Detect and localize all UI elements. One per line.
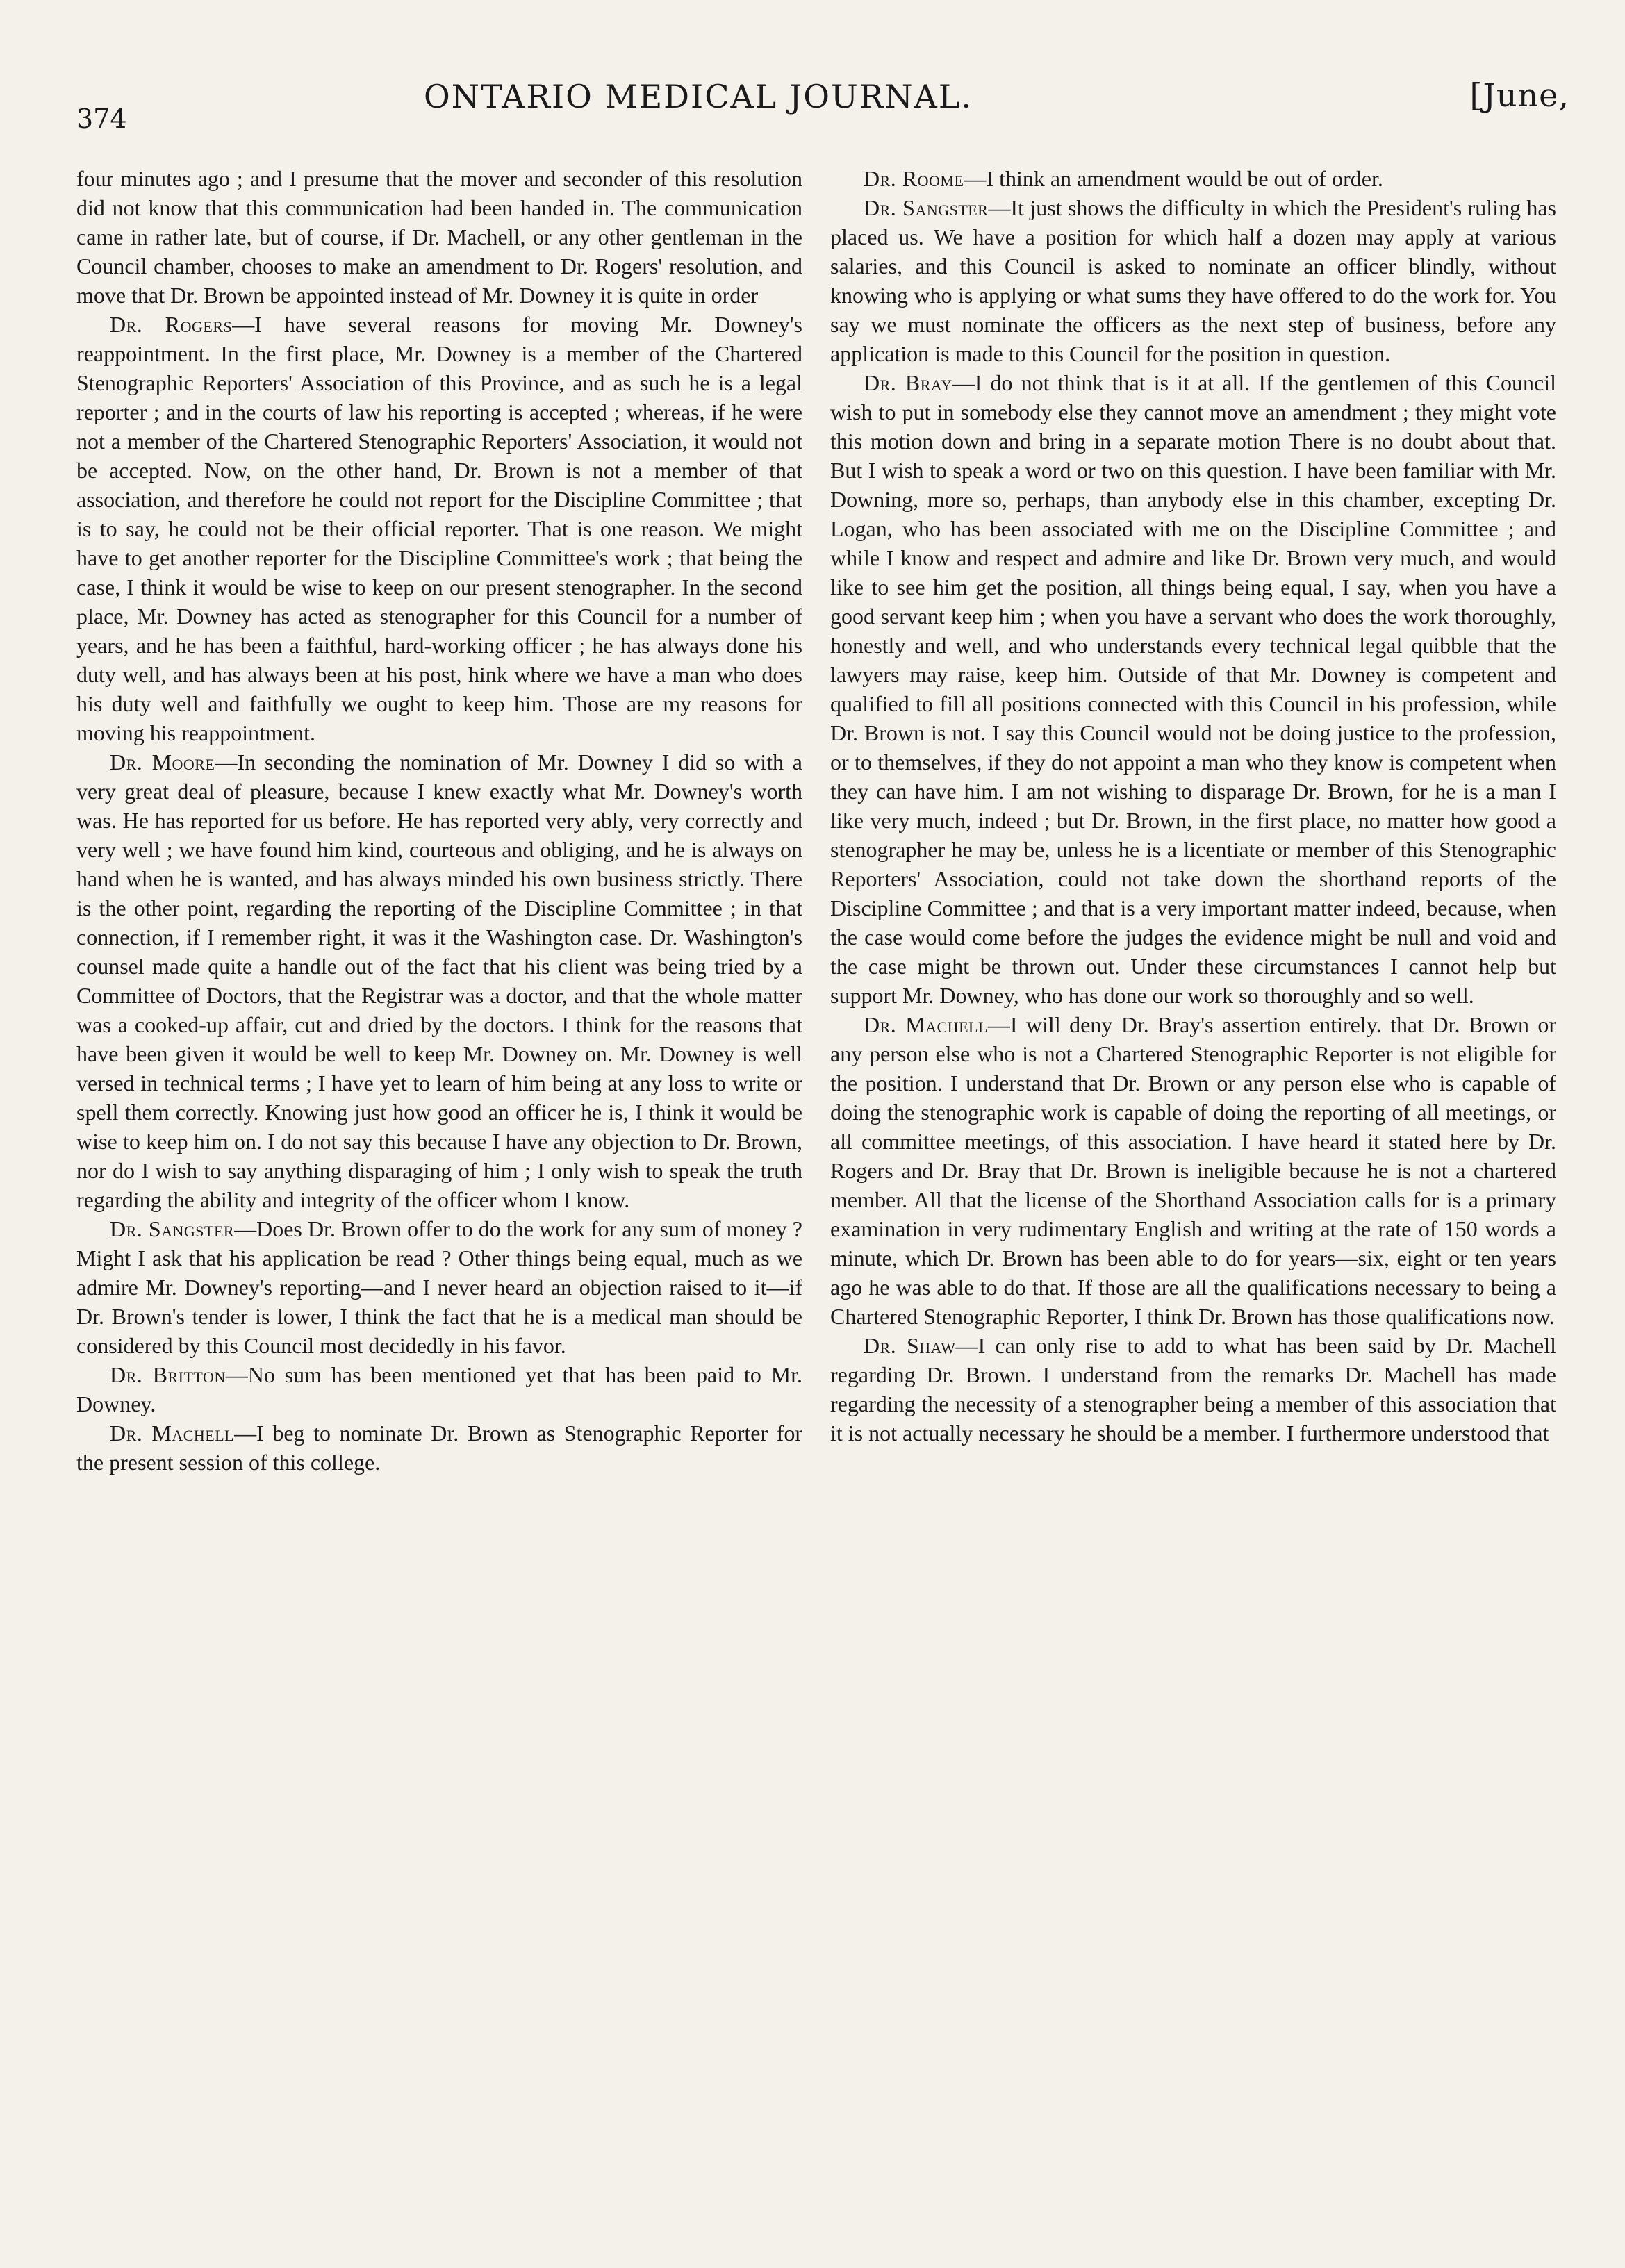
paragraph-text: —I will deny Dr. Bray's assertion entirely. that Dr. Brown or any person else who is not a Chartered Stenographic Reporter is not eligible for the position. I understand that Dr. Brown or any person else who is capable of doing the stenographic work is capable of doing the reporting of all meetings, or all committee meetings, of this association. I have heard it stated here by Dr. Rogers and Dr. Bray that Dr. Brown is ineligible because he is not a chartered member. All that the license of the Shorthand Association calls for is a primary examination in very rudimentary English and writing at the rate of 150 words a minute, which Dr. Brown has been able to do for years—six, eight or ten years ago he was able to do that. If those are all the qualifications necessary to being a Chartered Stenographic Reporter, I think Dr. Brown has those qualifications now. [830, 1012, 1556, 1329]
speaker-name: Dr. Shaw [864, 1333, 956, 1358]
speaker-name: Dr. Sangster [110, 1216, 235, 1241]
paragraph-text: —I think an amendment would be out of order. [964, 166, 1383, 191]
paragraph-text: —Does Dr. Brown offer to do the work for any sum of money ? Might I ask that his application be read ? Other things being equal, much as we admire Mr. Downey's reporting—and I never heard an objection raised to it—if Dr. Brown's tender is lower, I think the fact that he is a medical man should be considered by this Council most decidedly in his favor. [76, 1216, 802, 1358]
speaker-name: Dr. Bray [864, 370, 952, 395]
speaker-name: Dr. Roome [864, 166, 964, 191]
paragraph-text: —In seconding the nomination of Mr. Downey I did so with a very great deal of pleasure, because I knew exactly what Mr. Downey's worth was. He has reported for us before. He has reported very ably, very correctly and very well ; we have found him kind, courteous and obliging, and he is always on hand when he is wanted, and has always minded his own business strictly. There is the other point, regarding the reporting of the Discipline Committee ; in that connection, if I remember right, it was it the Washington case. Dr. Washington's counsel made quite a handle out of the fact that his client was being tried by a Committee of Doctors, that the Registrar was a doctor, and that the whole matter was a cooked-up affair, cut and dried by the doctors. I think for the reasons that have been given it would be well to keep Mr. Downey on. Mr. Downey is well versed in technical terms ; I have yet to learn of him being at any loss to write or spell them correctly. Knowing just how good an officer he is, I think it would be wise to keep him on. I do not say this because I have any objection to Dr. Brown, nor do I wish to say anything disparaging of him ; I only wish to speak the truth regarding the ability and integrity of the officer whom I know. [76, 750, 802, 1212]
paragraph [830, 1010, 1556, 1331]
speaker-name: Dr. Rogers [110, 312, 233, 337]
paragraph-text: —I do not think that is it at all. If the gentlemen of this Council wish to put in somebody else they cannot move an amendment ; they might vote this motion down and bring in a separate motion There is no doubt about that. But I wish to speak a word or two on this question. I have been familiar with Mr. Downing, more so, perhaps, than anybody else in this chamber, excepting Dr. Logan, who has been associated with me on the Discipline Committee ; and while I know and respect and admire and like Dr. Brown very much, and would like to see him get the position, all things being equal, I say, when you have a good servant keep him ; when you have a servant who does the work thoroughly, honestly and well, and who understands every technical legal quibble that the lawyers may raise, keep him. Outside of that Mr. Downey is competent and qualified to fill all positions connected with this Council in his profession, while Dr. Brown is not. I say this Council would not be doing justice to the profession, or to themselves, if they do not appoint a man who they know is competent when they can have him. I am not wishing to disparage Dr. Brown, for he is a man I like very much, indeed ; but Dr. Brown, in the first place, no matter how good a stenographer he may be, unless he is a licentiate or member of this Stenographic Reporters' Association, could not take down the shorthand reports of the Discipline Committee ; and that is a very important matter indeed, because, when the case would come before the judges the evidence might be null and void and the case might be thrown out. Under these circumstances I cannot help but support Mr. Downey, who has done our work so thoroughly and so well. [830, 370, 1556, 1008]
paragraph [76, 1418, 802, 1477]
paragraph-text: —It just shows the difficulty in which the President's ruling has placed us. We have a position for which half a dozen may apply at various salaries, and this Council is asked to nominate an officer blindly, without knowing who is applying or what sums they have offered to do the work for. You say we must nominate the officers as the next step of business, before any application is made to this Council for the position in question. [830, 195, 1556, 366]
paragraph-text: —I have several reasons for moving Mr. Downey's reappointment. In the first place, Mr. Downey is a member of the Chartered Stenographic Reporters' Association of this Province, and as such he is a legal reporter ; and in the courts of law his reporting is accepted ; whereas, if he were not a member of the Chartered Stenographic Reporters' Association, it would not be accepted. Now, on the other hand, Dr. Brown is not a member of that association, and therefore he could not report for the Discipline Committee ; that is to say, he could not be their official reporter. That is one reason. We might have to get another reporter for the Discipline Committee's work ; that being the case, I think it would be wise to keep on our present stenographer. In the second place, Mr. Downey has acted as stenographer for this Council for a number of years, and he has been a faithful, hard-working officer ; he has always done his duty well, and has always been at his post, hink where we have a man who does his duty well and faithfully we ought to keep him. Those are my reasons for moving his reappointment. [76, 312, 802, 745]
left-column [76, 164, 802, 2241]
paragraph-text: —I beg to nominate Dr. Brown as Stenographic Reporter for the present session of this college. [76, 1421, 802, 1475]
speaker-name: Dr. Moore [110, 750, 215, 775]
issue-month: [June, [1469, 76, 1569, 114]
paragraph-text: four minutes ago ; and I presume that the mover and seconder of this resolution did not know that this communication had been handed in. The communication came in rather late, but of course, if Dr. Machell, or any other gentleman in the Council chamber, chooses to make an amendment to Dr. Rogers' resolution, and move that Dr. Brown be appointed instead of Mr. Downey it is quite in order [76, 166, 802, 308]
paragraph [76, 1214, 802, 1360]
page-header [76, 75, 1569, 134]
paragraph [830, 164, 1556, 193]
paragraph [830, 193, 1556, 368]
paragraph-text: —No sum has been mentioned yet that has been paid to Mr. Downey. [76, 1362, 802, 1416]
right-column [830, 164, 1556, 2241]
speaker-name: Dr. Machell [110, 1421, 235, 1446]
paragraph [76, 164, 802, 310]
page-number: 374 [76, 104, 127, 134]
paragraph [830, 368, 1556, 1010]
paragraph [830, 1331, 1556, 1448]
paragraph [76, 747, 802, 1214]
speaker-name: Dr. Britton [110, 1362, 226, 1387]
speaker-name: Dr. Sangster [864, 195, 989, 220]
journal-title: ONTARIO MEDICAL JOURNAL. [424, 78, 973, 115]
paragraph-text: —I can only rise to add to what has been said by Dr. Machell regarding Dr. Brown. I understand from the remarks Dr. Machell has made regarding the necessity of a stenographer being a member of this association that it is not actually necessary he should be a member. I furthermore understood that [830, 1333, 1556, 1446]
paragraph [76, 310, 802, 747]
paragraph [76, 1360, 802, 1418]
speaker-name: Dr. Machell [864, 1012, 988, 1037]
